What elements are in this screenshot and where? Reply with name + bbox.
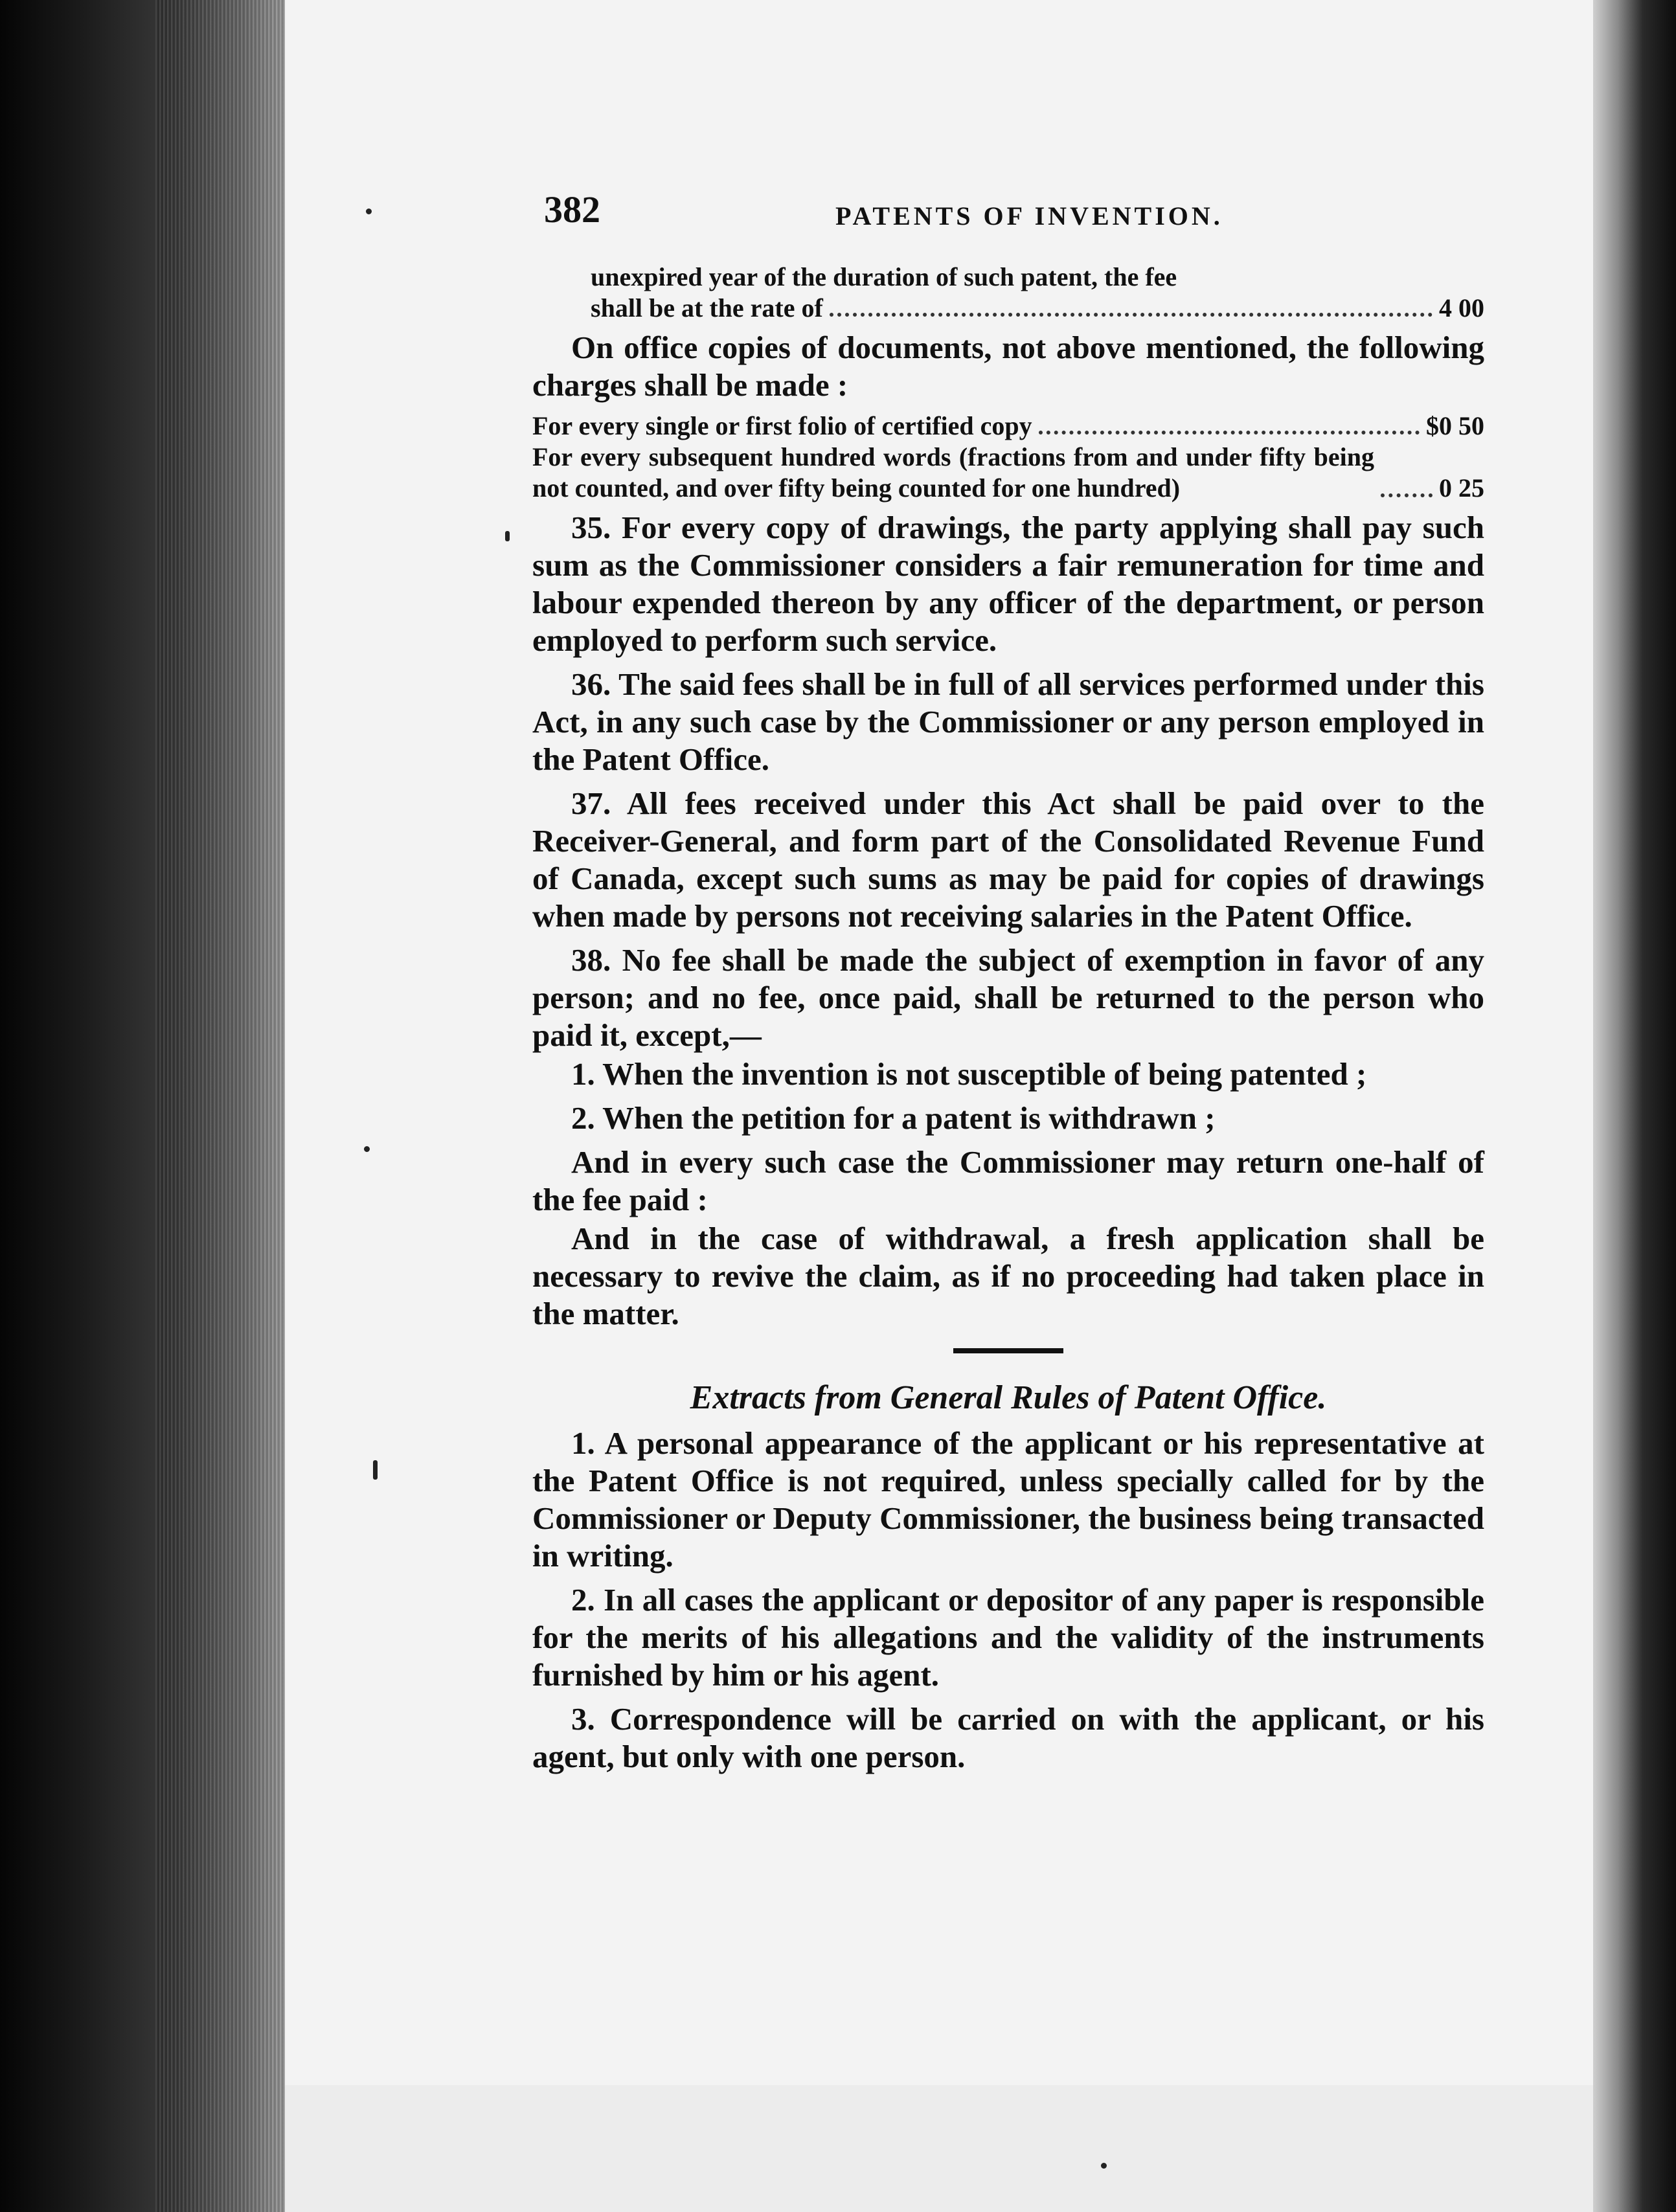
body-text [532, 259, 1484, 1782]
ink-speck [373, 1460, 378, 1480]
fee-line-2 [532, 293, 1484, 324]
section-35: 35. For every copy of drawings, the party applying shall pay such sum as the Commissioner considers a fair remuneration for time and labour expended thereon by any officer of the department, or person employed to perform such service. [532, 510, 1484, 658]
section-38: 38. No fee shall be made the subject of exemption in favor of any person; and no fee, once paid, shall be returned to the person who paid it, except,— [532, 942, 1484, 1053]
ink-speck [366, 209, 372, 214]
charge-text: For every single or first folio of certified copy [532, 411, 1032, 440]
charge-text: For every subsequent hundred words (fractions from and under fifty being not counted, and over fifty being counted for one hundred) [532, 442, 1374, 502]
fee-line-1: unexpired year of the duration of such patent, the fee [591, 262, 1177, 291]
office-copies-paragraph: On office copies of documents, not above mentioned, the following charges shall be made : [532, 330, 1484, 403]
charge-item [532, 442, 1484, 504]
ink-speck [1101, 2163, 1107, 2169]
section-38-item-1: 1. When the invention is not susceptible of being patented ; [571, 1056, 1367, 1092]
fee-amount: 4 00 [1439, 293, 1484, 322]
section-38-return: And in every such case the Commissioner may return one-half of the fee paid : [532, 1144, 1484, 1217]
ink-speck [505, 531, 510, 541]
section-36: 36. The said fees shall be in full of all services performed under this Act, in any such case by the Commissioner or any person employed in the Patent Office. [532, 666, 1484, 777]
bottom-margin [285, 2085, 1593, 2212]
running-head [544, 188, 1483, 240]
rule-3: 3. Correspondence will be carried on with the applicant, or his agent, but only with one person. [532, 1701, 1484, 1774]
charge-amount: 0 25 [1439, 473, 1484, 502]
charge-amount: $0 50 [1426, 411, 1484, 440]
section-38-item-2: 2. When the petition for a patent is withdrawn ; [571, 1100, 1216, 1136]
charges-list [532, 411, 1484, 504]
running-title: PATENTS OF INVENTION. [835, 201, 1223, 231]
rule-1: 1. A personal appearance of the applicant or his representative at the Patent Office is not required, unless specially called for by the Commissioner or Deputy Commissioner, the business being transacted in writing. [532, 1425, 1484, 1574]
rule-2: 2. In all cases the applicant or depositor of any paper is responsible for the merits of his allegations and the validity of the instruments furnished by him or his agent. [532, 1582, 1484, 1693]
ink-speck [364, 1146, 370, 1152]
charge-item [532, 411, 1484, 442]
dot-leader [1039, 431, 1420, 435]
page-edges [155, 0, 285, 2212]
section-38-withdrawal: And in the case of withdrawal, a fresh application shall be necessary to revive the claim, as if no proceeding had taken place in the matter. [532, 1221, 1484, 1331]
section-divider [953, 1348, 1063, 1353]
dot-leader [1381, 493, 1433, 497]
page-number: 382 [544, 188, 600, 231]
section-37: 37. All fees received under this Act shall be paid over to the Receiver-General, and form part of the Consolidated Revenue Fund of Canada, except such sums as may be paid for copies of drawings when made by persons not receiving salaries in the Patent Office. [532, 785, 1484, 934]
fee-line-2-text: shall be at the rate of [591, 293, 823, 322]
facing-page-edge [1593, 0, 1676, 2212]
extracts-heading: Extracts from General Rules of Patent Office. [690, 1379, 1327, 1416]
fee-continuation [532, 262, 1484, 324]
dot-leader [830, 313, 1433, 317]
